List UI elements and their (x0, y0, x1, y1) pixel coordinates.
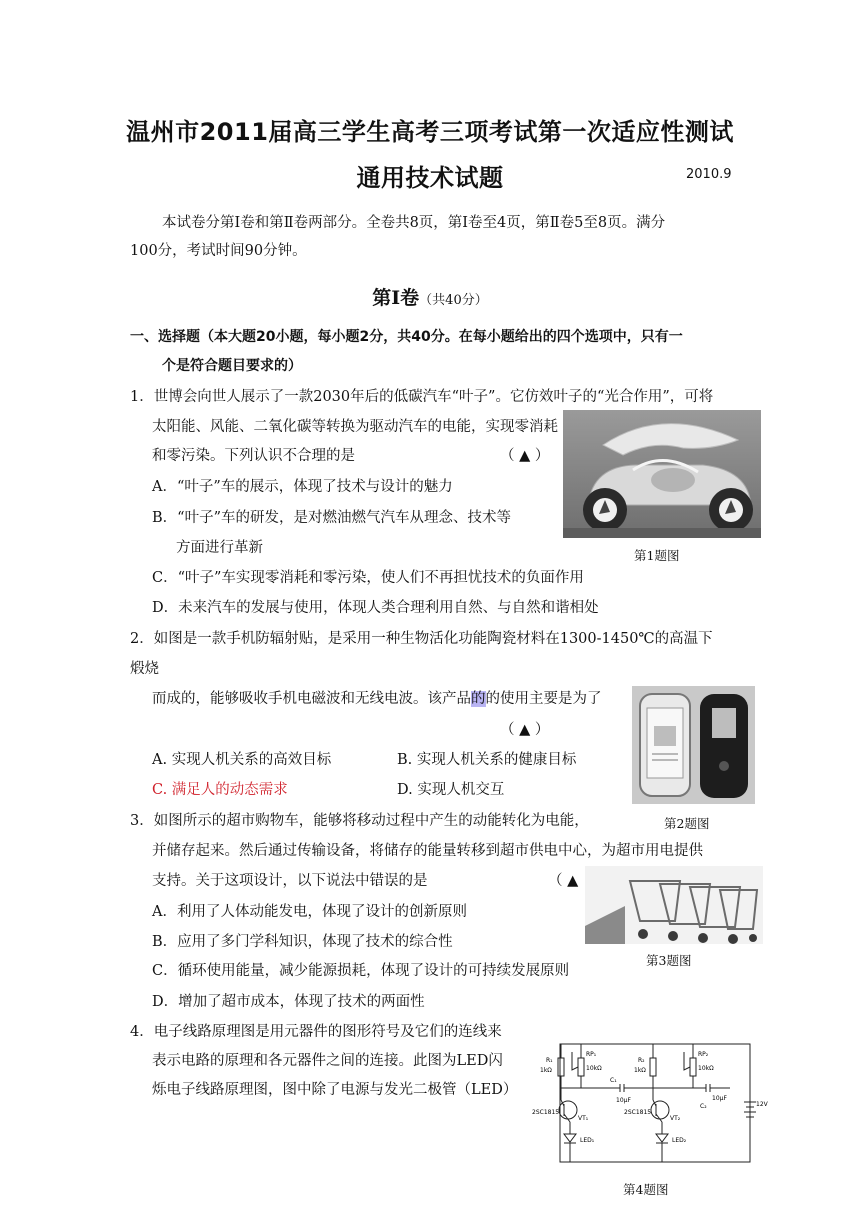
q3-stem-line-2: 并储存起来。然后通过传输设备，将储存的能量转移到超市供电中心，为超市用电提供 (152, 843, 703, 859)
q1-option-a: A．“叶子”车的展示，体现了技术与设计的魅力 (152, 479, 453, 495)
q1-emphasis: 不 (282, 448, 297, 464)
q2-stem-line-1: 2．如图是一款手机防辐射贴，是采用一种生物活化功能陶瓷材料在1300-1450℃的高温下 (130, 631, 713, 647)
q2-stem-line-3 (152, 684, 602, 714)
section-title-points: （共40分） (419, 293, 488, 308)
q3-stem-line-3 (152, 866, 428, 896)
q1-figure-caption: 第1题图 (634, 548, 680, 563)
q1-stem-line-2: 太阳能、风能、二氧化碳等转换为驱动汽车的电能，实现零消耗 (152, 419, 558, 435)
leaf-car-image (563, 410, 761, 538)
part1-instruction-line-1: 一、选择题（本大题20小题，每小题2分，共40分。在每小题给出的四个选项中，只有一 (130, 329, 683, 345)
q2-answer-mark: （ ▲ ） (500, 722, 550, 738)
q2-option-c: C. 满足人的动态需求 (152, 782, 288, 798)
q4-stem-line-3: 烁电子线路原理图，图中除了电源与发光二极管（LED） (152, 1082, 518, 1098)
q2-stem-line-2: 煅烧 (130, 661, 159, 677)
section-title-main: 第Ⅰ卷 (372, 287, 420, 309)
r1-value: 1kΩ (540, 1067, 552, 1074)
q2-figure-caption: 第2题图 (664, 816, 710, 831)
exam-subtitle: 通用技术试题 (356, 164, 504, 192)
q1-option-b-line-2: 方面进行革新 (176, 540, 263, 556)
c2-value: 10μF (712, 1095, 727, 1102)
vt2-label: VT₂ (670, 1115, 681, 1122)
q3-option-a: A．利用了人体动能发电，体现了设计的创新原则 (152, 904, 467, 920)
rp1-label: RP₁ (586, 1051, 597, 1058)
exam-date: 2010.9 (686, 167, 732, 182)
vt1-model: 2SC1815 (532, 1109, 560, 1116)
c1-value: 10μF (616, 1097, 631, 1104)
r2-label: R₂ (638, 1057, 645, 1064)
led-circuit-diagram (530, 1022, 770, 1174)
q3-emphasis: 错 (369, 873, 384, 889)
section-title (0, 283, 860, 310)
q1-option-b-line-1: B．“叶子”车的研发，是对燃油燃气汽车从理念、技术等 (152, 510, 511, 526)
q1-emphasis: 合 (297, 448, 312, 464)
q3-stem-text: 支持。关于这项设计，以下说法中 (152, 873, 370, 889)
q3-stem-text: 的是 (398, 873, 428, 889)
c1-label: C₁ (610, 1077, 617, 1084)
r1-label: R₁ (546, 1057, 553, 1064)
r2-value: 1kΩ (634, 1067, 646, 1074)
q1-stem-text: 的是 (326, 448, 355, 464)
q3-option-c: C．循环使用能量，减少能源损耗，体现了设计的可持续发展原则 (152, 963, 570, 979)
q4-figure-caption: 第4题图 (623, 1182, 669, 1197)
vt1-label: VT₁ (578, 1115, 589, 1122)
vt2-model: 2SC1815 (624, 1109, 652, 1116)
q3-stem-line-1: 3．如图所示的超市购物车，能够将移动过程中产生的动能转化为电能， (130, 813, 589, 829)
q1-stem-line-1: 1．世博会向世人展示了一款2030年后的低碳汽车“叶子”。它仿效叶子的“光合作用”，可将 (130, 389, 714, 405)
rp1-value: 10kΩ (586, 1065, 602, 1072)
q2-option-d: D. 实现人机交互 (397, 782, 505, 798)
q2-option-a: A. 实现人机关系的高效目标 (152, 752, 332, 768)
q3-answer-mark: （ ▲ (548, 873, 579, 889)
q2-highlighted-char: 的 (471, 691, 486, 707)
q2-stem-text: 而成的，能够吸收手机电磁波和无线电波。该产品 (152, 691, 471, 707)
part1-instruction-line-2: 个是符合题目要求的） (162, 358, 302, 374)
q3-emphasis: 误 (384, 873, 399, 889)
rp2-label: RP₂ (698, 1051, 709, 1058)
q3-figure-caption: 第3题图 (646, 953, 692, 968)
q1-stem-text: 和零污染。下列认识 (152, 448, 283, 464)
q1-option-c: C．“叶子”车实现零消耗和零污染，使人们不再担忧技术的负面作用 (152, 570, 584, 586)
shopping-cart-image (585, 866, 763, 944)
exam-title: 温州市2011届高三学生高考三项考试第一次适应性测试 (126, 118, 734, 146)
q4-stem-line-2: 表示电路的原理和各元器件之间的连接。此图为LED闪 (152, 1053, 503, 1069)
rp2-value: 10kΩ (698, 1065, 714, 1072)
led1-label: LED₁ (580, 1137, 595, 1144)
q4-stem-line-1: 4．电子线路原理图是用元器件的图形符号及它们的连线来 (130, 1024, 502, 1040)
intro-line-1: 本试卷分第Ⅰ卷和第Ⅱ卷两部分。全卷共8页，第Ⅰ卷至4页，第Ⅱ卷5至8页。满分 (162, 215, 666, 231)
q3-option-d: D．增加了超市成本，体现了技术的两面性 (152, 994, 425, 1010)
supply-label: 12V (756, 1101, 768, 1108)
q1-option-d: D．未来汽车的发展与使用，体现人类合理利用自然、与自然和谐相处 (152, 600, 599, 616)
q1-answer-mark: （ ▲ ） (500, 448, 550, 464)
c2-label: C₂ (700, 1103, 707, 1110)
q3-option-b: B．应用了多门学科知识，体现了技术的综合性 (152, 934, 453, 950)
q2-option-b: B. 实现人机关系的健康目标 (397, 752, 577, 768)
led2-label: LED₂ (672, 1137, 687, 1144)
intro-line-2: 100分，考试时间90分钟。 (130, 243, 307, 259)
phone-sticker-image (632, 686, 755, 804)
q2-stem-text: 的使用主要是为了 (485, 691, 602, 707)
q1-stem-line-3 (152, 441, 355, 471)
q1-emphasis: 理 (311, 448, 326, 464)
